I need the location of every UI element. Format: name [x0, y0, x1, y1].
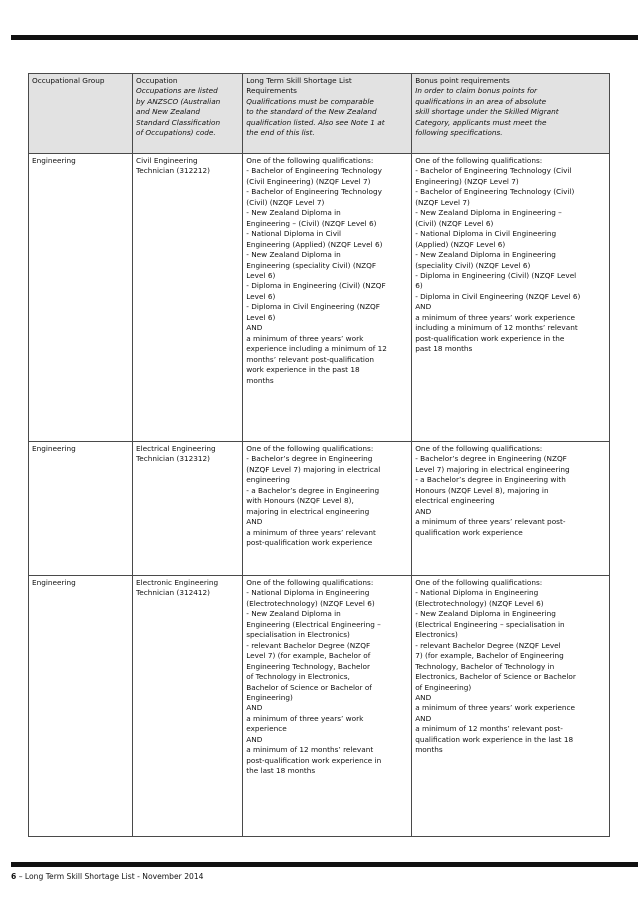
cell-bonus: [412, 442, 610, 576]
cell-requirements: [243, 576, 412, 837]
text-line: - Bachelor of Engineering Technology (Civil): [415, 187, 575, 197]
text-line: a minimum of three years’ relevant post-: [415, 517, 566, 527]
text-line: AND: [246, 323, 263, 333]
text-line: following specifications.: [415, 128, 503, 138]
text-line: a minimum of three years’ work: [246, 713, 364, 723]
cell-requirements: [243, 442, 412, 576]
text-line: (speciality Civil) (NZQF Level 6): [415, 260, 531, 270]
text-line: One of the following qualifications:: [415, 156, 543, 165]
text-line: months’ relevant post-qualification: [246, 354, 375, 364]
text-line: qualifications in an area of absolute: [415, 96, 547, 106]
text-line: qualification work experience: [415, 527, 523, 537]
table-row: [29, 576, 610, 837]
text-line: (Electrotechnology) (NZQF Level 6): [415, 598, 544, 608]
text-line: AND: [415, 713, 432, 723]
text-line: - Bachelor of Engineering Technology: [246, 187, 382, 197]
text-line: One of the following qualifications:: [415, 578, 543, 587]
text-line: Engineering Technology, Bachelor: [246, 661, 370, 671]
top-rule: [11, 35, 638, 40]
text-line: 6): [415, 281, 423, 291]
text-line: Bachelor of Science or Bachelor of: [246, 682, 372, 692]
text-line: engineering: [246, 475, 290, 485]
text-line: a minimum of three years’ work: [246, 333, 364, 343]
text-line: Level 6): [246, 312, 276, 322]
text-line: of Technology in Electronics,: [246, 672, 350, 682]
cell-requirements: [243, 154, 412, 442]
text-line: skill shortage under the Skilled Migrant: [415, 107, 559, 117]
text-line: Honours (NZQF Level 8), majoring in: [415, 485, 549, 495]
text-line: AND: [415, 692, 432, 702]
text-line: - New Zealand Diploma in Engineering: [415, 609, 556, 619]
text-line: of Occupations) code.: [136, 128, 216, 138]
text-line: Engineering): [246, 692, 293, 702]
text-line: post-qualification work experience in: [246, 755, 382, 765]
skill-shortage-table: [28, 73, 610, 837]
text-line: work experience in the past 18: [246, 365, 360, 375]
text-line: - National Diploma in Engineering: [246, 588, 370, 598]
text-line: - a Bachelor’s degree in Engineering with: [415, 475, 566, 485]
text-line: and New Zealand: [136, 107, 201, 117]
text-line: AND: [246, 703, 263, 713]
text-line: - Diploma in Engineering (Civil) (NZQF Level: [415, 270, 577, 280]
text-line: Technician (312212): [136, 166, 211, 176]
text-line: One of the following qualifications:: [415, 444, 543, 453]
text-line: - relevant Bachelor Degree (NZQF: [246, 640, 371, 650]
text-line: One of the following qualifications:: [246, 444, 374, 453]
table-row: [29, 442, 610, 576]
text-line: a minimum of 12 months’ relevant: [246, 745, 374, 755]
cell-bonus: [412, 576, 610, 837]
page-footer: [11, 872, 204, 881]
text-line: Electronics): [415, 630, 458, 640]
cell-group: Engineering: [29, 442, 133, 576]
text-line: - National Diploma in Civil Engineering: [415, 229, 557, 239]
text-line: AND: [415, 506, 432, 516]
header-occupational-group: Occupational Group: [29, 74, 133, 154]
text-line: a minimum of three years’ work experience: [415, 703, 576, 713]
header-bonus-note: [415, 86, 606, 138]
text-line: In order to claim bonus points for: [415, 86, 538, 96]
text-line: - Diploma in Civil Engineering (NZQF Level 6): [415, 291, 581, 301]
text-line: (Electrical Engineering – specialisation in: [415, 619, 565, 629]
text-line: - New Zealand Diploma in Engineering: [415, 250, 556, 260]
header-occupation: Occupation Occupations are listed by ANZSCO (Australian and New Zealand Standard Classification of Occupations) code.: [133, 74, 243, 154]
text-line: the last 18 months: [246, 766, 316, 776]
footer-text: – Long Term Skill Shortage List - November 2014: [16, 872, 204, 881]
text-line: One of the following qualifications:: [246, 578, 374, 587]
text-line: Engineering) (NZQF Level 7): [415, 176, 519, 186]
text-line: - Bachelor’s degree in Engineering (NZQF: [415, 454, 567, 464]
text-line: - New Zealand Diploma in: [246, 250, 341, 260]
text-line: past 18 months: [415, 344, 473, 354]
text-line: Technology, Bachelor of Technology in: [415, 661, 555, 671]
text-line: to the standard of the New Zealand: [246, 107, 377, 117]
text-line: - relevant Bachelor Degree (NZQF Level: [415, 640, 561, 650]
text-line: Requirements: [246, 86, 297, 96]
text-line: by ANZSCO (Australian: [136, 96, 221, 106]
text-line: with Honours (NZQF Level 8),: [246, 496, 354, 506]
text-line: - New Zealand Diploma in Engineering –: [415, 208, 562, 218]
text-line: a minimum of three years’ work experience: [415, 312, 576, 322]
text-line: (Applied) (NZQF Level 6): [415, 239, 506, 249]
text-line: electrical engineering: [415, 496, 495, 506]
table-row: [29, 154, 610, 442]
text-line: Electrical Engineering: [136, 444, 216, 453]
text-line: Engineering (Applied) (NZQF Level 6): [246, 239, 383, 249]
text-line: Level 6): [246, 270, 276, 280]
page-number: 6: [11, 872, 17, 881]
cell-bonus: [412, 154, 610, 442]
header-requirements-note: [246, 97, 408, 139]
table-header-row: [29, 74, 610, 154]
text-line: One of the following qualifications:: [246, 156, 374, 165]
text-line: post-qualification work experience: [246, 538, 373, 548]
text-line: Long Term Skill Shortage List: [246, 76, 352, 85]
text-line: experience including a minimum of 12: [246, 344, 387, 354]
text-line: Technician (312312): [136, 454, 211, 464]
text-line: experience: [246, 724, 287, 734]
text-line: - Bachelor’s degree in Engineering: [246, 454, 373, 464]
header-bonus-points: Bonus point requirements In order to claim bonus points for qualifications in an area of absolute skill shortage under the Skilled Migrant Category, applicants must meet the following specifications.: [412, 74, 610, 154]
text-line: (NZQF Level 7): [415, 197, 470, 207]
cell-occupation: [133, 442, 243, 576]
text-line: Qualifications must be comparable: [246, 96, 374, 106]
text-line: Engineering (Electrical Engineering –: [246, 619, 381, 629]
text-line: (Civil) (NZQF Level 6): [415, 218, 494, 228]
text-line: of Engineering): [415, 682, 472, 692]
header-requirements: [243, 74, 412, 154]
text-line: - Diploma in Engineering (Civil) (NZQF: [246, 281, 386, 291]
text-line: including a minimum of 12 months’ relevant: [415, 323, 578, 333]
text-line: Standard Classification: [136, 117, 221, 127]
text-line: Engineering (speciality Civil) (NZQF: [246, 260, 377, 270]
text-line: Level 7) (for example, Bachelor of: [246, 651, 371, 661]
text-line: - Diploma in Civil Engineering (NZQF: [246, 302, 381, 312]
text-line: a minimum of three years’ relevant: [246, 527, 376, 537]
text-line: months: [246, 375, 274, 385]
text-line: Category, applicants must meet the: [415, 117, 547, 127]
cell-occupation: [133, 576, 243, 837]
text-line: qualification work experience in the last 18: [415, 734, 574, 744]
text-line: - Bachelor of Engineering Technology: [246, 166, 382, 176]
text-line: Civil Engineering: [136, 156, 198, 165]
cell-occupation: [133, 154, 243, 442]
text-line: - a Bachelor’s degree in Engineering: [246, 485, 380, 495]
bottom-rule: [11, 862, 638, 867]
text-line: Electronic Engineering: [136, 578, 219, 587]
text-line: post-qualification work experience in the: [415, 333, 565, 343]
cell-group: Engineering: [29, 154, 133, 442]
text-line: AND: [415, 302, 432, 312]
text-line: (Civil) (NZQF Level 7): [246, 197, 325, 207]
text-line: the end of this list.: [246, 128, 315, 138]
text-line: Electronics, Bachelor of Science or Bachelor: [415, 672, 576, 682]
text-line: Occupations are listed: [136, 86, 218, 96]
text-line: - National Diploma in Engineering: [415, 588, 539, 598]
text-line: - National Diploma in Civil: [246, 229, 342, 239]
text-line: - New Zealand Diploma in: [246, 609, 341, 619]
text-line: AND: [246, 517, 263, 527]
text-line: Level 6): [246, 291, 276, 301]
text-line: months: [415, 745, 443, 755]
text-line: 7) (for example, Bachelor of Engineering: [415, 651, 564, 661]
text-line: (Electrotechnology) (NZQF Level 6): [246, 598, 375, 608]
text-line: majoring in electrical engineering: [246, 506, 370, 516]
text-line: - New Zealand Diploma in: [246, 208, 341, 218]
text-line: specialisation in Electronics): [246, 630, 350, 640]
text-line: Technician (312412): [136, 588, 211, 598]
text-line: - Bachelor of Engineering Technology (Civil: [415, 166, 572, 176]
text-line: Level 7) majoring in electrical engineering: [415, 464, 570, 474]
text-line: (Civil Engineering) (NZQF Level 7): [246, 176, 371, 186]
header-occupation-note: [136, 86, 239, 138]
text-line: AND: [246, 734, 263, 744]
text-line: qualification listed. Also see Note 1 at: [246, 117, 385, 127]
cell-group: Engineering: [29, 576, 133, 837]
text-line: (NZQF Level 7) majoring in electrical: [246, 464, 381, 474]
text-line: a minimum of 12 months’ relevant post-: [415, 724, 563, 734]
text-line: Engineering – (Civil) (NZQF Level 6): [246, 218, 377, 228]
